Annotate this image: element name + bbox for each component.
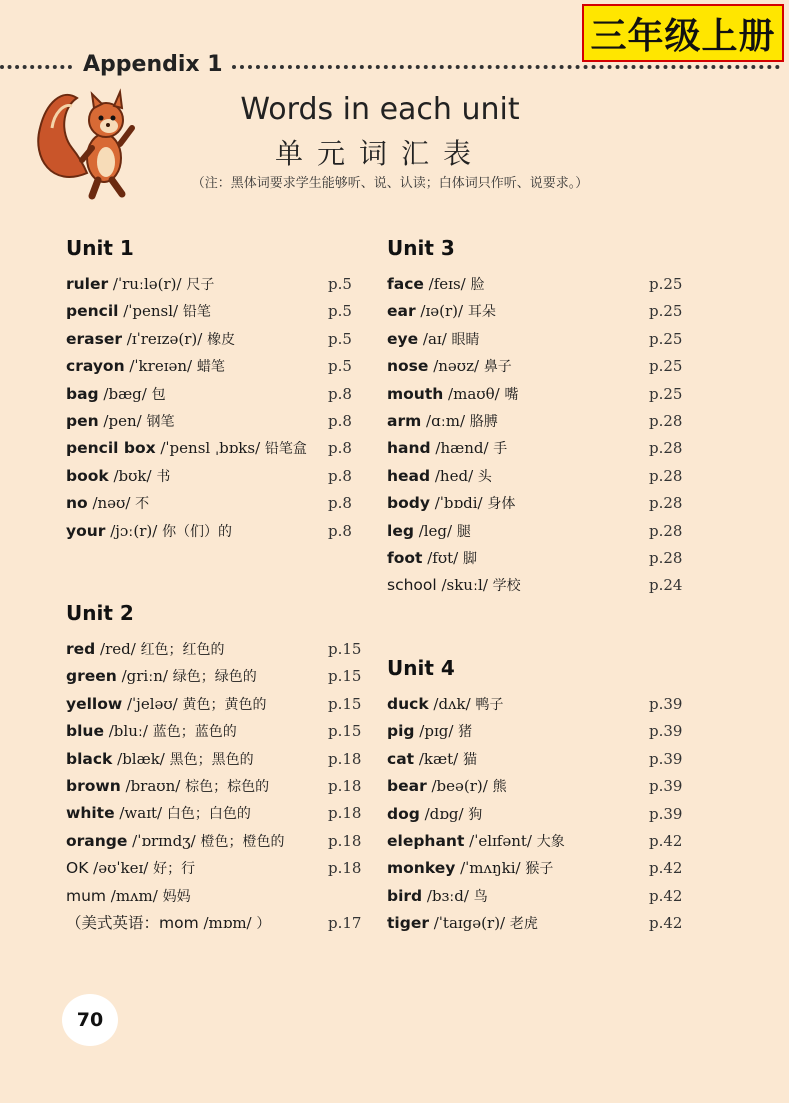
vocab-meaning: 猪 (458, 724, 473, 741)
vocab-phonetic: /bɜːd/ (422, 886, 474, 905)
vocab-entry (387, 409, 689, 433)
vocab-page-ref: p.18 (328, 777, 362, 795)
vocab-word: eye (387, 329, 419, 348)
vocab-phonetic: /beə(r)/ (426, 777, 493, 796)
vocab-word: duck (387, 695, 429, 713)
vocab-page-ref: p.5 (328, 329, 352, 348)
vocab-word: white (66, 804, 115, 823)
vocab-entry (387, 546, 689, 570)
vocab-word: mouth (387, 384, 444, 403)
vocab-meaning: 学校 (492, 578, 521, 595)
vocab-page-ref: p.28 (649, 466, 683, 485)
vocab-phonetic: /ɑːm/ (421, 412, 470, 430)
vocab-meaning: 狗 (468, 806, 483, 823)
vocab-word: monkey (387, 859, 456, 878)
vocab-word: crayon (66, 357, 125, 376)
vocab-entry (66, 491, 368, 515)
vocab-meaning: 脚 (462, 551, 477, 567)
vocab-word: yellow (66, 694, 123, 713)
vocab-page-ref: p.28 (649, 412, 683, 430)
vocab-meaning: 鼻子 (483, 359, 512, 376)
vocab-entry (66, 911, 368, 935)
grade-badge: 三年级上册 (582, 4, 784, 62)
vocab-meaning: 红色；红色的 (140, 642, 225, 658)
vocab-entry (66, 801, 368, 825)
vocab-phonetic: /braʊn/ (120, 777, 186, 795)
vocab-page-ref: p.18 (328, 804, 362, 823)
vocab-meaning: 棕色；棕色的 (185, 779, 270, 795)
vocab-phonetic: /ˈruːlə(r)/ (108, 275, 187, 293)
vocab-meaning: ） (256, 916, 271, 932)
vocab-page-ref: p.42 (649, 914, 683, 933)
vocab-meaning: 钢笔 (146, 414, 175, 430)
vocab-entry (66, 692, 368, 716)
vocab-page-ref: p.25 (649, 275, 683, 293)
vocab-word: school (387, 576, 437, 595)
vocab-meaning: 胳膊 (469, 414, 498, 430)
vocab-phonetic: /leg/ (413, 521, 457, 540)
vocab-phonetic: /fʊt/ (422, 549, 463, 567)
vocab-phonetic: /ˈmʌŋki/ (455, 859, 526, 878)
vocab-entry (66, 519, 368, 543)
vocab-page-ref: p.15 (328, 667, 362, 686)
vocab-word: book (66, 466, 109, 485)
vocab-page-ref: p.8 (328, 439, 352, 458)
vocab-page-ref: p.28 (649, 521, 683, 540)
vocab-phonetic: /nəʊ/ (87, 494, 136, 513)
vocab-page-ref: p.18 (328, 859, 362, 878)
vocab-entry (66, 354, 368, 378)
vocab-meaning: 鸭子 (475, 697, 504, 713)
vocab-meaning: 不 (135, 496, 150, 513)
vocab-meaning: 耳朵 (467, 304, 496, 321)
vocab-word: OK (66, 859, 89, 878)
vocab-meaning: 你（们）的 (162, 523, 233, 540)
vocab-entry (66, 664, 368, 688)
vocab-word: head (387, 466, 431, 485)
vocab-word: orange (66, 831, 128, 850)
vocab-page-ref: p.25 (649, 302, 683, 321)
vocab-entry (387, 692, 689, 716)
vocab-meaning: 妈妈 (162, 888, 191, 905)
vocab-phonetic: /skuːl/ (436, 576, 493, 595)
vocab-entry (66, 856, 368, 880)
vocab-page-ref: p.25 (649, 357, 683, 376)
vocab-meaning: 熊 (492, 779, 507, 796)
vocab-page-ref: p.15 (328, 640, 362, 658)
vocab-phonetic: /feɪs/ (423, 275, 471, 293)
vocab-entry (66, 774, 368, 798)
vocab-entry (66, 382, 368, 406)
vocab-meaning: 铅笔盒 (264, 441, 307, 458)
vocab-page-ref: p.15 (328, 694, 362, 713)
vocab-page-ref: p.5 (328, 357, 352, 376)
vocab-page-ref: p.25 (649, 329, 683, 348)
vocab-meaning: 黄色；黄色的 (182, 696, 267, 713)
vocab-page-ref: p.28 (649, 494, 683, 513)
vocab-page-ref: p.39 (649, 777, 683, 796)
vocab-entry (387, 327, 689, 351)
vocab-meaning: 尺子 (186, 277, 215, 293)
title-chinese: 单元词汇表 (274, 137, 485, 170)
header-dots-left (0, 65, 72, 69)
vocab-entry (387, 884, 689, 908)
vocab-meaning: 包 (151, 386, 166, 403)
vocab-phonetic: /ɪə(r)/ (415, 302, 468, 321)
vocab-meaning: 大象 (536, 834, 565, 850)
vocab-meaning: 脸 (470, 277, 485, 293)
vocab-phonetic: /hænd/ (430, 439, 494, 458)
vocab-word: hand (387, 439, 431, 458)
vocab-phonetic: /aɪ/ (418, 329, 452, 348)
note-text: （注：黑体词要求学生能够听、说、认读；白体词只作听、说要求。） (191, 176, 589, 191)
vocab-word: bird (387, 886, 423, 905)
vocab-phonetic: /bluː/ (103, 722, 153, 741)
vocab-meaning: 身体 (487, 496, 516, 513)
vocab-page-ref: p.28 (649, 439, 683, 458)
title-english: Words in each unit (240, 92, 520, 127)
vocab-word: bear (387, 777, 427, 796)
vocab-meaning: 铅笔 (182, 304, 211, 321)
vocab-word: blue (66, 722, 104, 741)
vocab-page-ref: p.39 (649, 695, 683, 713)
vocab-phonetic: /dʌk/ (428, 695, 476, 713)
vocab-page-ref: p.15 (328, 722, 362, 741)
vocab-meaning: 猴子 (525, 861, 554, 878)
vocab-entry (66, 436, 368, 460)
vocab-entry (387, 436, 689, 460)
vocab-word: tiger (387, 914, 429, 933)
vocab-phonetic: /mʌm/ (106, 886, 163, 905)
vocab-entry (66, 409, 368, 433)
vocab-page-ref: p.8 (328, 412, 352, 430)
header-dots-right (232, 65, 780, 69)
vocab-word: nose (387, 357, 429, 376)
vocab-meaning: 蓝色；蓝色的 (152, 724, 237, 741)
vocab-entry (387, 573, 689, 597)
vocab-entry (387, 747, 689, 771)
vocab-entry (66, 272, 368, 296)
vocab-phonetic: /ˈtaɪgə(r)/ (428, 914, 510, 933)
vocab-phonetic: /ˈjeləʊ/ (122, 694, 183, 713)
vocab-word: no (66, 494, 88, 513)
vocab-word: black (66, 749, 113, 768)
vocab-entry (387, 829, 689, 853)
vocab-entry (387, 802, 689, 826)
vocab-entry (66, 327, 368, 351)
vocab-entry (387, 354, 689, 378)
vocab-meaning: 老虎 (509, 916, 538, 933)
vocab-word: pencil (66, 302, 119, 321)
vocab-entry (387, 464, 689, 488)
vocab-meaning: 橙色；橙色的 (200, 833, 285, 850)
vocab-page-ref: p.8 (328, 466, 352, 485)
vocab-phonetic: /mɒm/ (198, 914, 257, 932)
vocab-page-ref: p.5 (328, 302, 352, 321)
vocab-word: face (387, 275, 424, 293)
vocab-phonetic: /waɪt/ (114, 804, 167, 823)
vocab-entry (387, 272, 689, 296)
vocab-entry (66, 884, 368, 908)
vocab-meaning: 好；行 (153, 861, 196, 878)
vocab-page-ref: p.24 (649, 576, 683, 595)
vocab-word: elephant (387, 832, 465, 850)
vocab-word: leg (387, 521, 414, 540)
vocab-meaning: 嘴 (504, 386, 519, 403)
vocab-word: brown (66, 777, 121, 795)
vocab-entry (66, 637, 368, 661)
vocab-entry (387, 491, 689, 515)
vocab-page-ref: p.5 (328, 275, 352, 293)
vocab-entry (66, 299, 368, 323)
vocab-word: green (66, 667, 117, 686)
squirrel-icon (32, 78, 142, 203)
vocab-phonetic: /hed/ (430, 466, 478, 485)
vocab-meaning: 头 (477, 468, 492, 485)
vocab-phonetic: /ˈbɒdi/ (429, 494, 488, 513)
vocab-page-ref: p.39 (649, 804, 683, 823)
vocab-meaning: 猫 (462, 751, 477, 768)
vocab-entry (66, 829, 368, 853)
vocab-page-ref: p.18 (328, 749, 362, 768)
vocab-meaning: 蜡笔 (196, 359, 225, 376)
unit-title: Unit 2 (66, 601, 134, 625)
vocab-phonetic: /bæg/ (98, 384, 152, 403)
vocab-phonetic: /ˈpensl/ (118, 302, 183, 321)
vocab-page-ref: p.18 (328, 831, 362, 850)
vocab-word: dog (387, 804, 420, 823)
vocab-page-ref: p.42 (649, 832, 683, 850)
vocab-word: eraser (66, 329, 122, 348)
vocab-page-ref: p.39 (649, 749, 683, 768)
vocab-phonetic: /dɒg/ (419, 804, 469, 823)
vocab-meaning: 腿 (456, 523, 471, 540)
page-number: 70 (62, 994, 118, 1046)
vocab-word: （美式英语：mom (66, 914, 199, 932)
vocab-phonetic: /pɪg/ (414, 722, 459, 741)
vocab-page-ref: p.39 (649, 722, 683, 741)
vocab-page-ref: p.17 (328, 914, 362, 932)
appendix-heading: Appendix 1 (83, 52, 223, 77)
vocab-meaning: 绿色；绿色的 (172, 669, 257, 686)
vocab-word: bag (66, 384, 99, 403)
vocab-word: arm (387, 412, 422, 430)
vocab-entry (387, 519, 689, 543)
vocab-word: ruler (66, 275, 109, 293)
vocab-entry (387, 382, 689, 406)
vocab-page-ref: p.42 (649, 859, 683, 878)
vocab-word: pen (66, 412, 99, 430)
vocab-phonetic: /ˈpensl ˌbɒks/ (155, 439, 265, 458)
unit-title: Unit 1 (66, 236, 134, 260)
vocab-phonetic: /kæt/ (414, 749, 463, 768)
vocab-page-ref: p.8 (328, 384, 352, 403)
vocab-page-ref: p.25 (649, 384, 683, 403)
vocab-phonetic: /ˈɒrɪndʒ/ (127, 831, 201, 850)
vocab-entry (66, 464, 368, 488)
vocab-phonetic: /maʊθ/ (443, 384, 505, 403)
unit-title: Unit 4 (387, 656, 455, 680)
vocab-phonetic: /pen/ (98, 412, 147, 430)
vocab-meaning: 眼睛 (451, 331, 480, 348)
vocab-word: pig (387, 722, 415, 741)
vocab-meaning: 书 (156, 468, 171, 485)
vocab-word: body (387, 494, 430, 513)
vocab-page-ref: p.8 (328, 521, 352, 540)
vocab-page-ref: p.28 (649, 549, 683, 567)
vocab-meaning: 手 (493, 441, 508, 458)
vocab-word: pencil box (66, 439, 156, 458)
vocab-phonetic: /nəʊz/ (428, 357, 484, 376)
vocab-word: red (66, 640, 96, 658)
vocab-meaning: 鸟 (473, 888, 488, 905)
vocab-phonetic: /ˈelɪfənt/ (464, 832, 537, 850)
vocab-word: cat (387, 749, 415, 768)
vocab-entry (387, 299, 689, 323)
vocab-entry (66, 719, 368, 743)
vocab-entry (387, 856, 689, 880)
vocab-meaning: 白色；白色的 (166, 806, 251, 823)
vocab-phonetic: /əʊˈkeɪ/ (88, 859, 154, 878)
vocab-entry (387, 774, 689, 798)
vocab-phonetic: /ˈkreɪən/ (124, 357, 197, 376)
vocab-phonetic: /griːn/ (116, 667, 173, 686)
vocab-phonetic: /jɔː(r)/ (105, 521, 163, 540)
vocab-meaning: 黑色；黑色的 (169, 751, 254, 768)
vocab-word: your (66, 521, 106, 540)
vocab-page-ref: p.42 (649, 886, 683, 905)
unit-title: Unit 3 (387, 236, 455, 260)
vocab-entry (66, 747, 368, 771)
vocab-phonetic: /ɪˈreɪzə(r)/ (122, 329, 208, 348)
vocab-entry (387, 911, 689, 935)
vocab-word: mum (66, 886, 107, 905)
vocab-word: ear (387, 302, 416, 321)
vocab-page-ref: p.8 (328, 494, 352, 513)
vocab-phonetic: /blæk/ (112, 749, 170, 768)
vocab-phonetic: /bʊk/ (108, 466, 157, 485)
vocab-meaning: 橡皮 (207, 331, 236, 348)
vocab-entry (387, 719, 689, 743)
vocab-phonetic: /red/ (95, 640, 141, 658)
vocab-word: foot (387, 549, 423, 567)
